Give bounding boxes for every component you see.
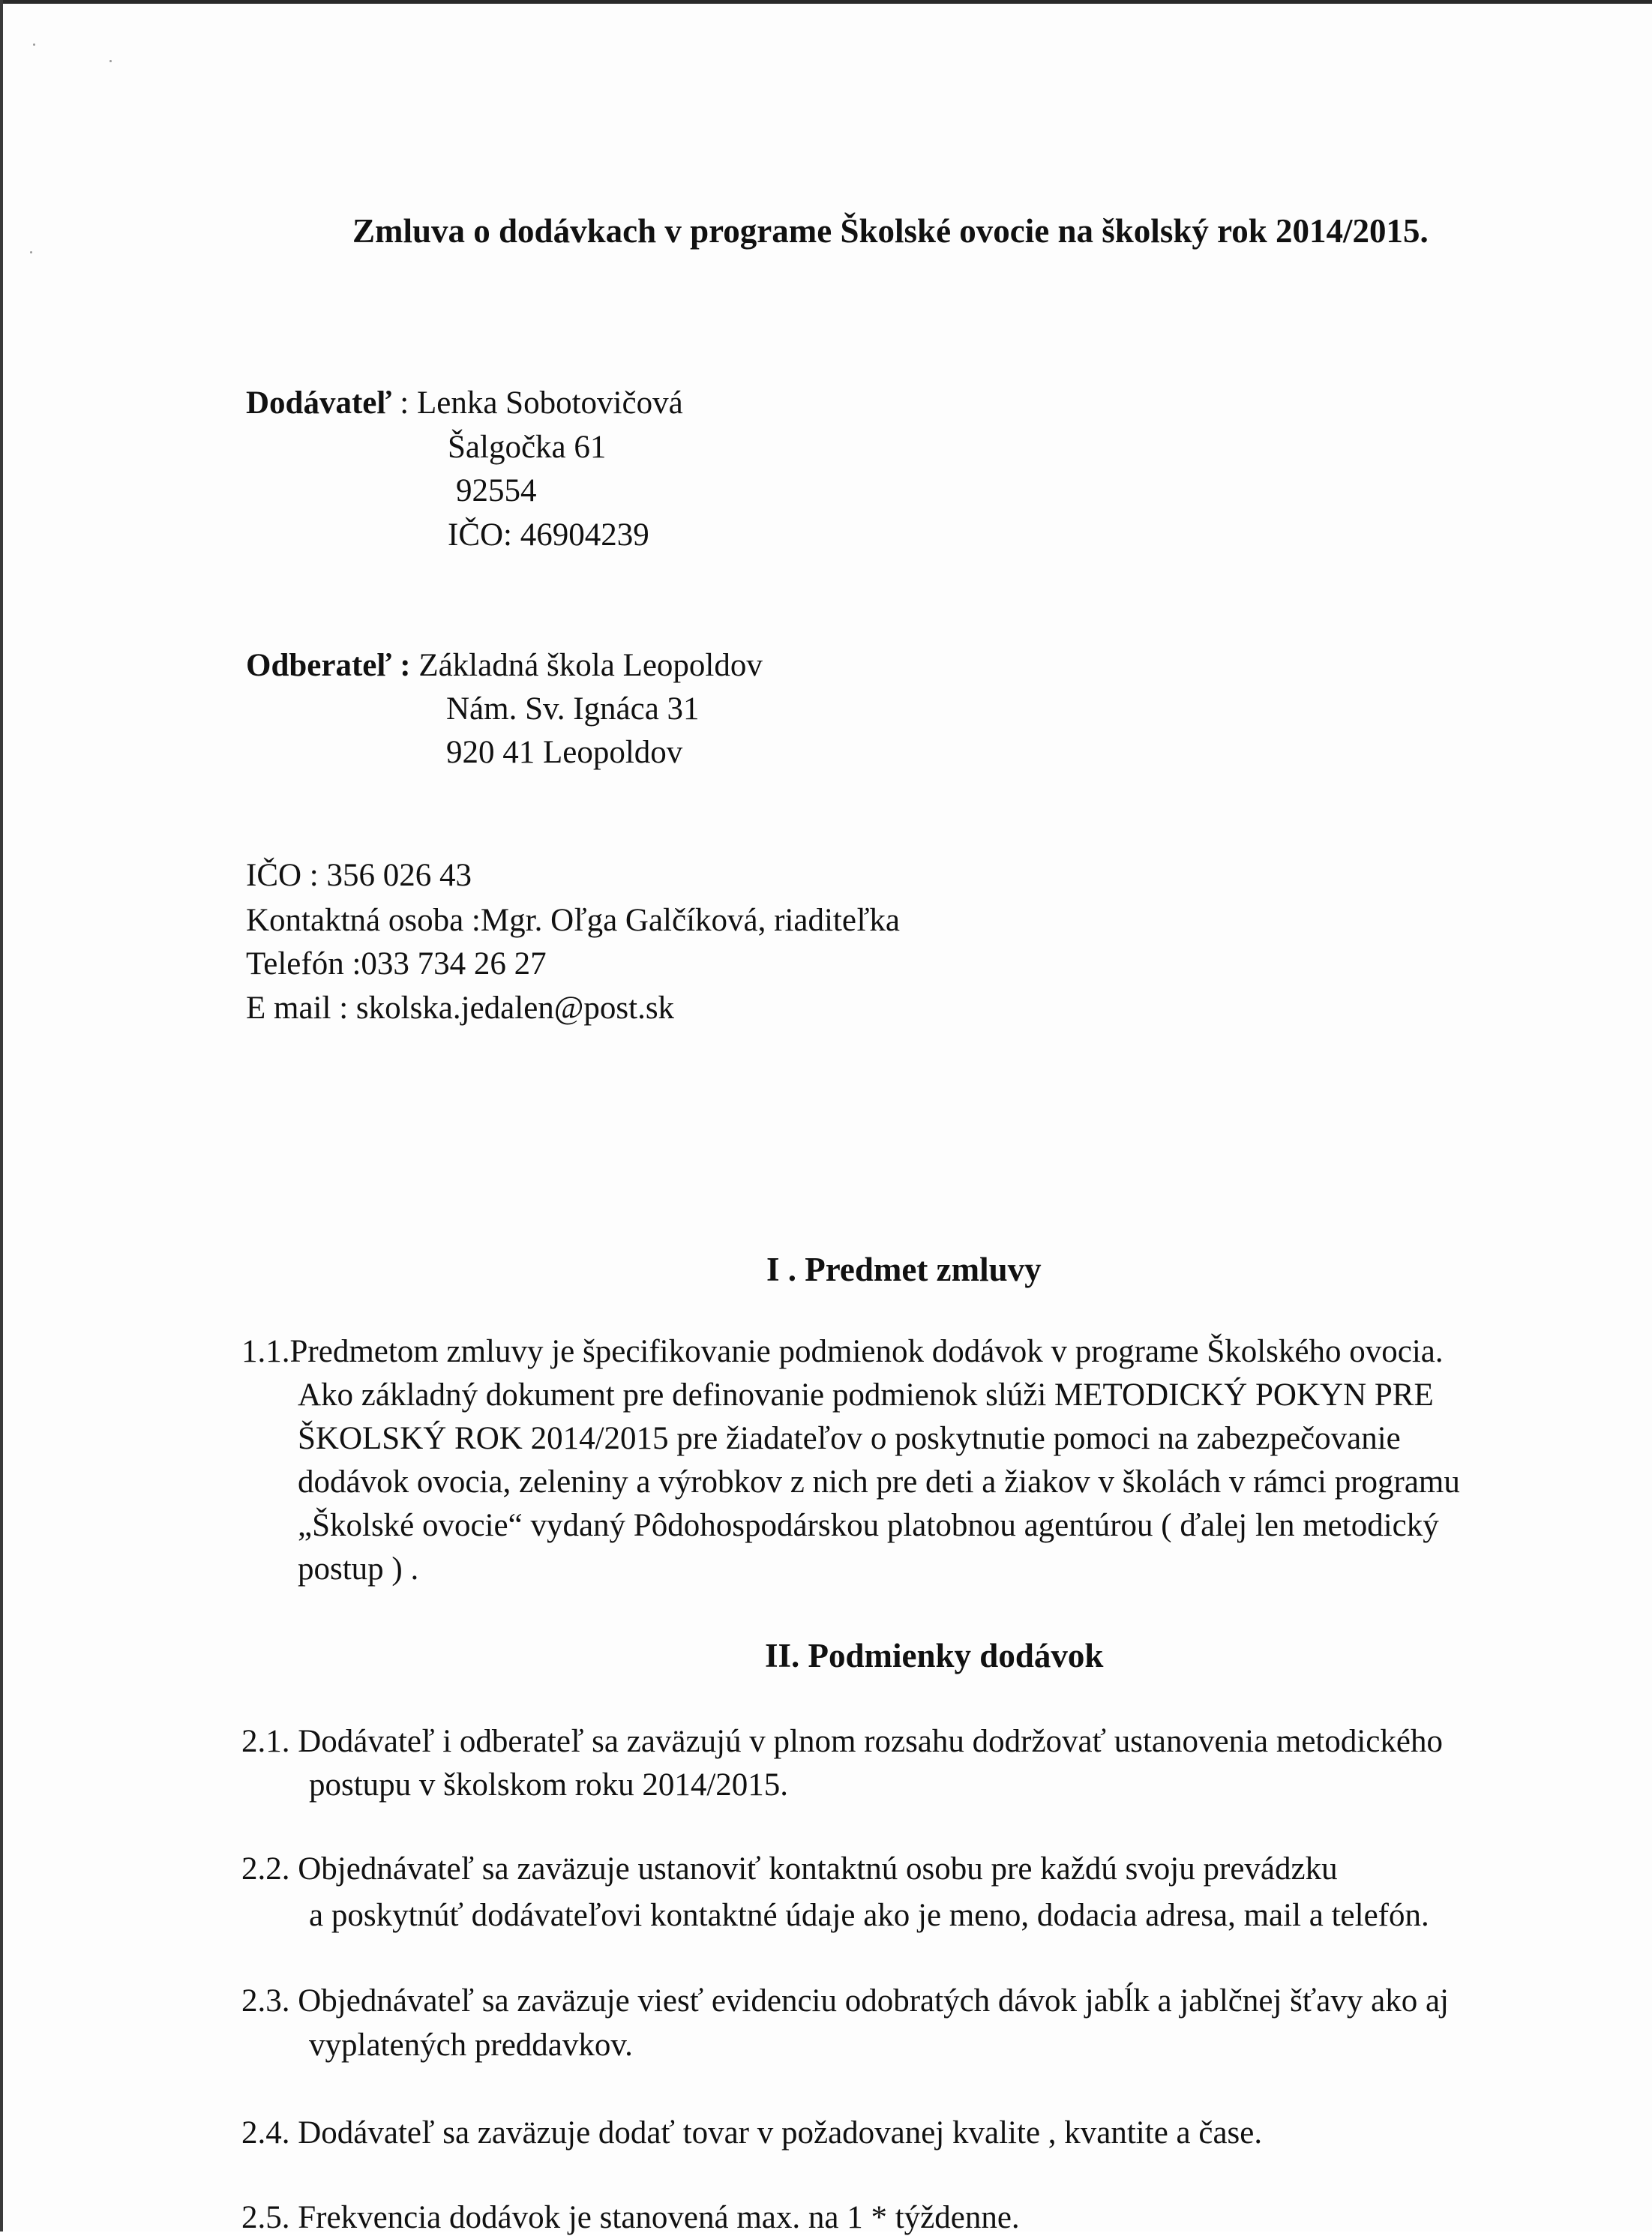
section-2-item-4-line-1: 2.4. Dodávateľ sa zaväzuje dodať tovar v požadovanej kvalite , kvantite a čase. — [241, 2115, 1263, 2151]
section-1-item-1-line-3: ŠKOLSKÝ ROK 2014/2015 pre žiadateľov o poskytnutie pomoci na zabezpečovanie — [298, 1421, 1401, 1456]
section-1-item-1-line-4: dodávok ovocia, zeleniny a výrobkov z nich pre deti a žiakov v školách v rámci programu — [298, 1464, 1460, 1500]
customer-label: Odberateľ : — [246, 648, 411, 683]
document-title: Zmluva o dodávkach v programe Školské ovocie na školský rok 2014/2015. — [352, 212, 1429, 250]
customer-street: Nám. Sv. Ignáca 31 — [446, 691, 700, 727]
scan-edge-left — [0, 0, 3, 2232]
supplier-label-line — [246, 382, 683, 424]
supplier-name: Lenka Sobotovičová — [416, 385, 683, 421]
section-1-heading: I . Predmet zmluvy — [766, 1251, 1042, 1288]
customer-label-line — [246, 645, 763, 687]
contact-ico: IČO : 356 026 43 — [246, 858, 472, 893]
supplier-street: Šalgočka 61 — [448, 430, 607, 465]
section-1-item-1-line-6: postup ) . — [298, 1551, 419, 1587]
section-2-item-3-line-2: vyplatených preddavkov. — [309, 2028, 633, 2063]
scan-speck — [30, 251, 32, 253]
customer-city: 920 41 Leopoldov — [446, 735, 683, 770]
section-1-item-1-line-1: 1.1.Predmetom zmluvy je špecifikovanie podmienok dodávok v programe Školského ovocia. — [241, 1334, 1444, 1369]
supplier-ico: IČO: 46904239 — [448, 517, 649, 553]
section-2-item-2-line-2: a poskytnúť dodávateľovi kontaktné údaje ako je meno, dodacia adresa, mail a telefón. — [309, 1898, 1429, 1933]
section-1-item-1-line-5: „Školské ovocie“ vydaný Pôdohospodárskou platobnou agentúrou ( ďalej len metodický — [298, 1508, 1439, 1543]
section-2-item-1-line-2: postupu v školskom roku 2014/2015. — [309, 1767, 789, 1803]
section-2-item-3-line-1: 2.3. Objednávateľ sa zaväzuje viesť evidenciu odobratých dávok jabĺk a jablčnej šťavy ako aj — [241, 1983, 1449, 2019]
contact-person: Kontaktná osoba :Mgr. Oľga Galčíková, riaditeľka — [246, 903, 901, 938]
scan-speck — [109, 60, 112, 62]
section-1-item-1-line-2: Ako základný dokument pre definovanie podmienok slúži METODICKÝ POKYN PRE — [298, 1377, 1434, 1413]
supplier-label: Dodávateľ — [246, 385, 392, 421]
scan-speck — [33, 43, 35, 46]
section-2-heading: II. Podmienky dodávok — [765, 1637, 1104, 1674]
section-2-item-2-line-1: 2.2. Objednávateľ sa zaväzuje ustanoviť kontaktnú osobu pre každú svoju prevádzku — [241, 1851, 1338, 1887]
section-2-item-5-line-1: 2.5. Frekvencia dodávok je stanovená max. na 1 * týždenne. — [241, 2200, 1020, 2235]
section-2-item-1-line-1: 2.1. Dodávateľ i odberateľ sa zaväzujú v plnom rozsahu dodržovať ustanovenia metodického — [241, 1724, 1443, 1759]
contact-phone: Telefón :033 734 26 27 — [246, 946, 547, 982]
supplier-separator: : — [391, 385, 417, 421]
scan-edge-top — [0, 0, 1652, 4]
supplier-zip: 92554 — [456, 473, 537, 508]
contact-email: E mail : skolska.jedalen@post.sk — [246, 991, 675, 1026]
customer-name: Základná škola Leopoldov — [418, 648, 763, 683]
